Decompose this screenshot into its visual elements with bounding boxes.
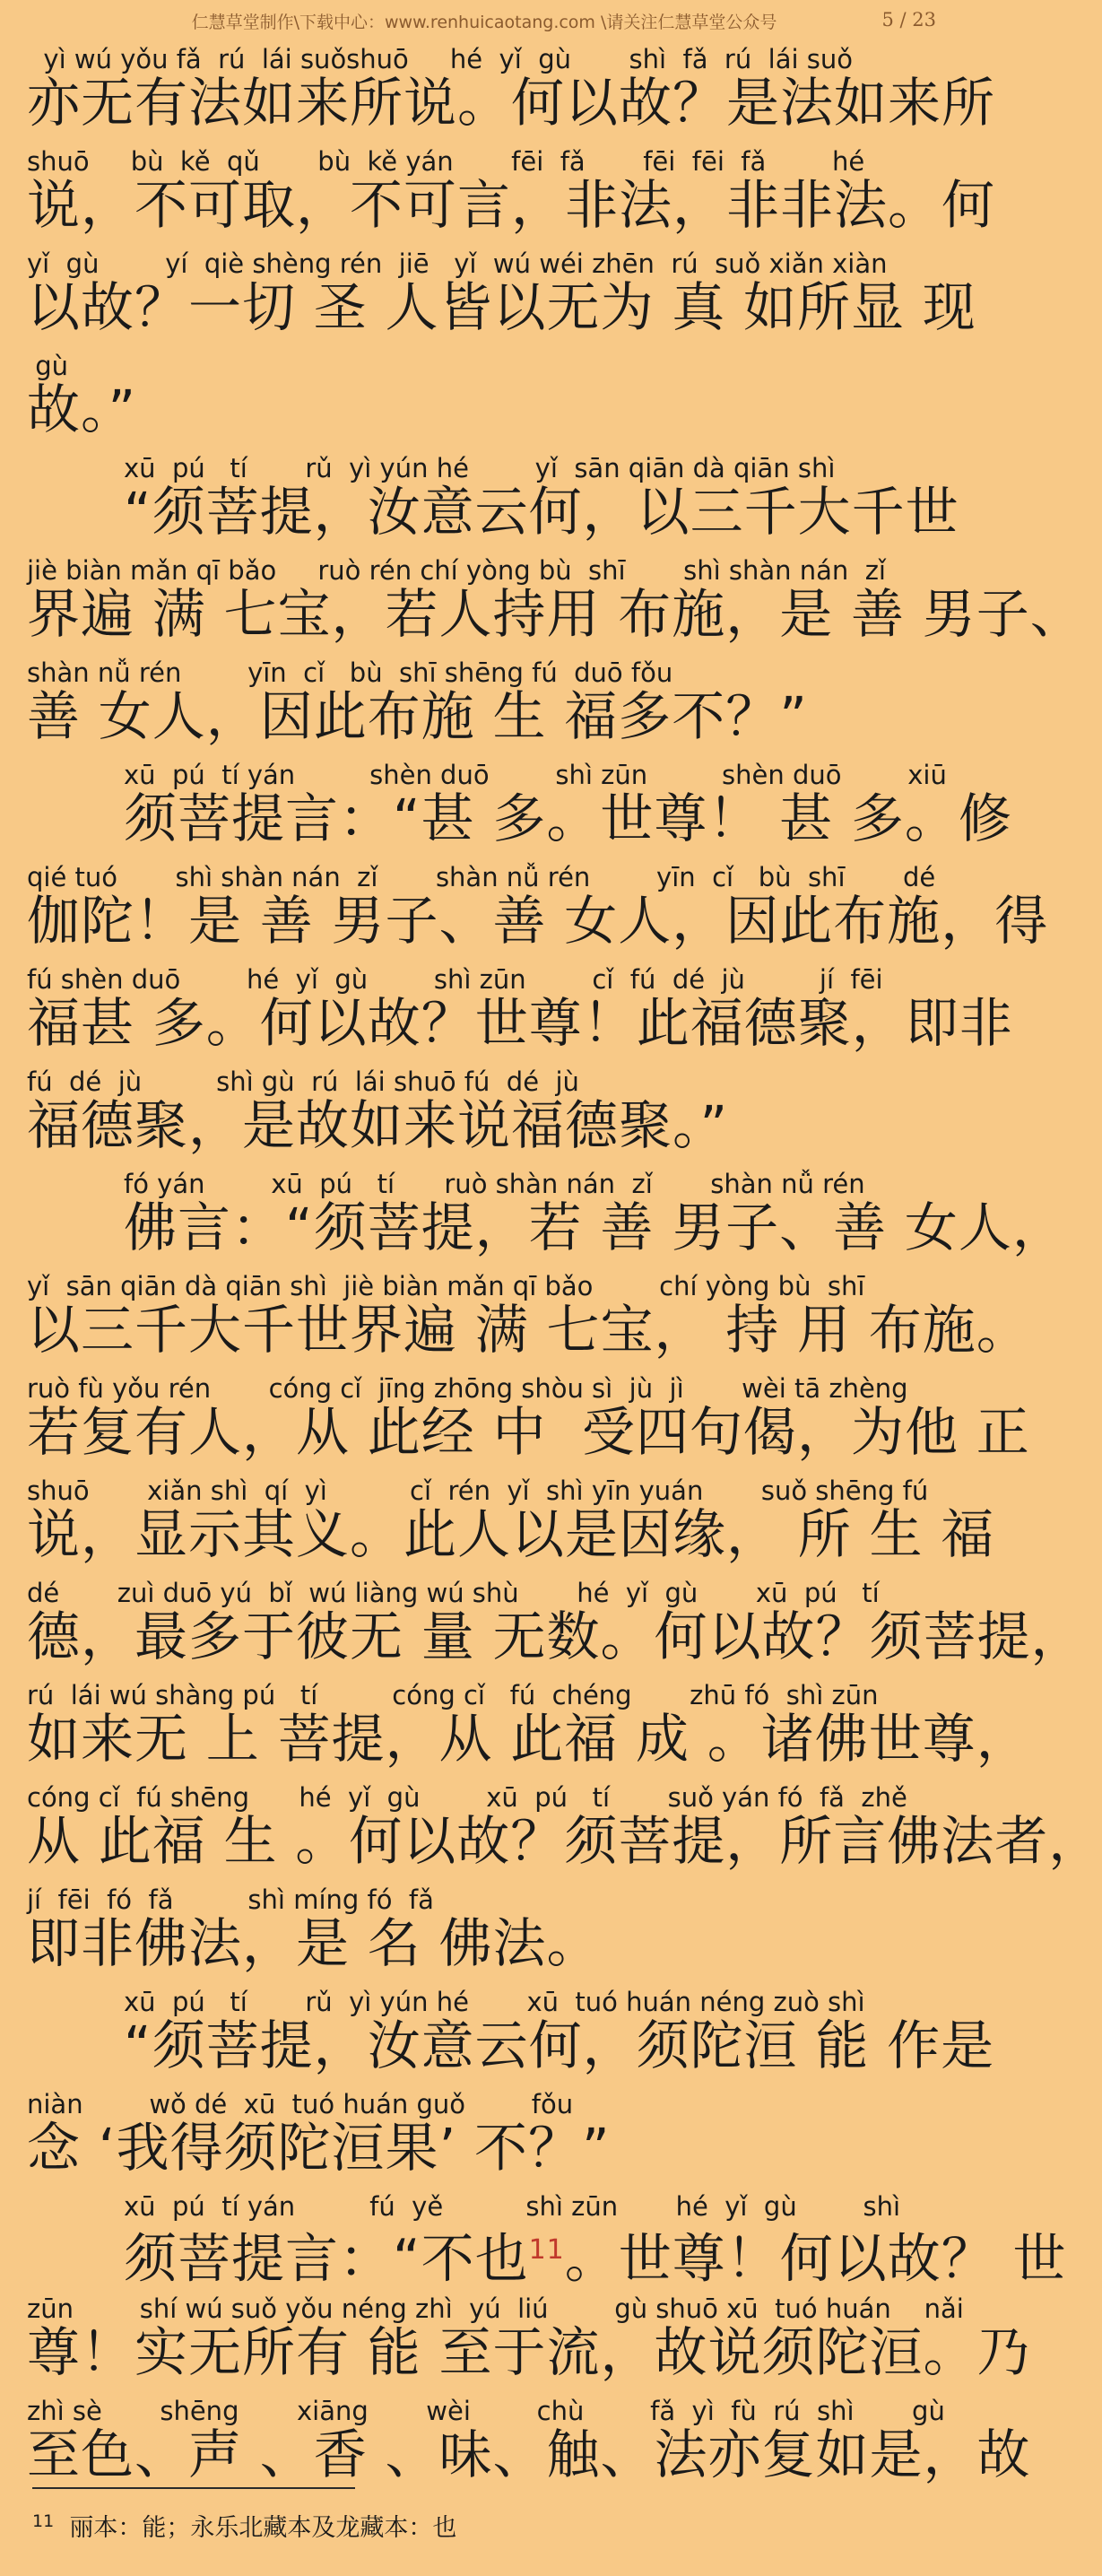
hanzi-line bbox=[27, 174, 995, 237]
footnote-ref[interactable]: 11 bbox=[528, 2234, 565, 2266]
hanzi-line bbox=[27, 992, 1013, 1055]
pinyin-line: dé zuì duō yú bǐ wú liàng wú shù hé yǐ gù xū pú tí bbox=[27, 1578, 880, 1608]
hanzi-line bbox=[27, 379, 136, 441]
pinyin-line: rú lái wú shàng pú tí cóng cǐ fú chéng zhū fó shì zūn bbox=[27, 1680, 879, 1710]
hanzi-text: 福甚 多。何以故？世尊！此福德聚，即非 bbox=[27, 992, 1013, 1054]
hanzi-line bbox=[27, 1810, 1102, 1873]
pinyin-line: yì wú yǒu fǎ rú lái suǒshuō hé yǐ gù shì fǎ rú lái suǒ bbox=[27, 44, 853, 74]
text-line bbox=[27, 1573, 1085, 1675]
hanzi-text: 亦无有法如来所说。何以故？是法如来所 bbox=[27, 72, 996, 134]
text-line bbox=[27, 857, 1049, 960]
pinyin-line: xū pú tí yán shèn duō shì zūn shèn duō xiū bbox=[124, 760, 947, 790]
page-number: 5 / 23 bbox=[881, 9, 936, 30]
hanzi-text: 佛言：“须菩提，若 善 男子、善 女人， bbox=[124, 1197, 1066, 1258]
hanzi-text: 善 女人，因此布施 生 福多不？” bbox=[27, 685, 808, 747]
text-line bbox=[27, 960, 1013, 1062]
text-line bbox=[27, 2187, 1067, 2290]
text-line bbox=[27, 653, 950, 755]
hanzi-text: 以故？一切 圣 人皆以无为 真 如所显 现 bbox=[27, 276, 976, 338]
text-line bbox=[27, 2289, 1031, 2391]
page-header bbox=[0, 0, 968, 39]
pinyin-line: zhì sè shēng xiāng wèi chù fǎ yì fù rú shì gù bbox=[27, 2396, 945, 2426]
pinyin-line: xū pú tí yán fú yě shì zūn hé yǐ gù shì bbox=[124, 2191, 901, 2222]
text-line bbox=[27, 755, 1012, 857]
pinyin-line: yǐ gù yí qiè shèng rén jiē yǐ wú wéi zhēn rú suǒ xiǎn xiàn bbox=[27, 248, 888, 279]
hanzi-text: 念 ‘我得须陀洹果’ 不？” bbox=[27, 2117, 611, 2179]
hanzi-text: 须菩提言：“不也 bbox=[124, 2227, 529, 2290]
hanzi-text: 说，显示其义。此人以是因缘， 所 生 福 bbox=[27, 1503, 995, 1565]
text-line bbox=[27, 1266, 1030, 1369]
hanzi-text: “须菩提，汝意云何，须陀洹 能 作是 bbox=[124, 2015, 995, 2076]
text-line bbox=[27, 551, 1084, 653]
hanzi-text: 尊！实无所有 能 至于流，故说须陀洹。乃 bbox=[27, 2321, 1031, 2383]
pinyin-line: xū pú tí rǔ yì yún hé xū tuó huán néng zuò shì bbox=[124, 1987, 865, 2017]
text-line bbox=[27, 2391, 1031, 2493]
pinyin-line: cóng cǐ fú shēng hé yǐ gù xū pú tí suǒ yán fó fǎ zhě bbox=[27, 1782, 907, 1813]
hanzi-text: 界遍 满 七宝，若人持用 布施，是 善 男子、 bbox=[27, 583, 1084, 645]
hanzi-text-tail: 。世尊！何以故？ 世 bbox=[564, 2227, 1067, 2290]
footnote bbox=[32, 2508, 456, 2543]
pinyin-line: fú dé jù shì gù rú lái shuō fú dé jù bbox=[27, 1066, 579, 1097]
hanzi-line bbox=[27, 2117, 611, 2180]
pinyin-line: yǐ sān qiān dà qiān shì jiè biàn mǎn qī bǎo chí yòng bù shī bbox=[27, 1271, 865, 1301]
hanzi-text: 说，不可取，不可言，非法，非非法。何 bbox=[27, 174, 996, 236]
text-line bbox=[27, 39, 996, 142]
hanzi-text: 如来无 上 菩提，从 此福 成 。诸佛世尊， bbox=[27, 1708, 1030, 1770]
hanzi-line bbox=[27, 1299, 1030, 1362]
hanzi-text: 从 此福 生 。何以故？须菩提，所言佛法者， bbox=[27, 1810, 1102, 1872]
text-line bbox=[27, 1369, 1030, 1471]
pinyin-line: niàn wǒ dé xū tuó huán guǒ fǒu bbox=[27, 2089, 574, 2119]
text-line bbox=[27, 1164, 1066, 1266]
pinyin-line: xū pú tí rǔ yì yún hé yǐ sān qiān dà qiān shì bbox=[124, 453, 836, 483]
text-line bbox=[27, 448, 959, 551]
hanzi-line bbox=[27, 1094, 728, 1157]
hanzi-line bbox=[27, 2424, 1031, 2486]
hanzi-line bbox=[124, 2015, 994, 2077]
pinyin-line: ruò fù yǒu rén cóng cǐ jīng zhōng shòu sì jù jì wèi tā zhèng bbox=[27, 1373, 908, 1404]
hanzi-line bbox=[124, 1197, 1066, 1259]
scripture-text bbox=[27, 39, 1102, 2493]
header-title: 仁慧草堂制作\下载中心：www.renhuicaotang.com \请关注仁慧草堂公众号 bbox=[191, 13, 777, 32]
text-line bbox=[27, 244, 976, 346]
hanzi-text: 故。” bbox=[27, 379, 137, 440]
hanzi-text: “须菩提，汝意云何，以三千大千世 bbox=[124, 481, 959, 543]
text-line bbox=[27, 1778, 1102, 1880]
text-line bbox=[27, 1675, 1030, 1778]
hanzi-text: 若复有人，从 此经 中 受四句偈，为他 正 bbox=[27, 1401, 1030, 1463]
hanzi-text: 须菩提言：“甚 多。世尊！ 甚 多。修 bbox=[124, 788, 1012, 849]
hanzi-line bbox=[124, 481, 959, 544]
hanzi-text: 福德聚，是故如来说福德聚。” bbox=[27, 1094, 729, 1156]
hanzi-line bbox=[27, 1606, 1085, 1668]
hanzi-line bbox=[27, 583, 1084, 646]
pinyin-line: shuō xiǎn shì qí yì cǐ rén yǐ shì yīn yuán suǒ shēng fú bbox=[27, 1475, 929, 1506]
hanzi-line bbox=[124, 788, 1012, 850]
pinyin-line: jí fēi fó fǎ shì míng fó fǎ bbox=[27, 1884, 434, 1915]
pinyin-line: fú shèn duō hé yǐ gù shì zūn cǐ fú dé jù jí fēi bbox=[27, 964, 883, 995]
hanzi-text: 德，最多于彼无 量 无数。何以故？须菩提， bbox=[27, 1606, 1085, 1667]
pinyin-line: shàn nǚ rén yīn cǐ bù shī shēng fú duō fǒu bbox=[27, 657, 673, 688]
text-line bbox=[27, 142, 996, 244]
hanzi-text: 即非佛法，是 名 佛法。 bbox=[27, 1912, 601, 1974]
hanzi-text: 以三千大千世界遍 满 七宝， 持 用 布施。 bbox=[27, 1299, 1030, 1361]
footnote-text: 丽本：能；永乐北藏本及龙藏本：也 bbox=[69, 2514, 457, 2542]
pinyin-line: zūn shí wú suǒ yǒu néng zhì yú liú gù shuō xū tuó huán nǎi bbox=[27, 2293, 964, 2324]
hanzi-line bbox=[27, 72, 995, 135]
footnote-divider bbox=[32, 2487, 355, 2489]
hanzi-line bbox=[124, 2219, 1067, 2291]
text-line bbox=[27, 1471, 995, 1573]
hanzi-line bbox=[27, 1708, 1030, 1771]
hanzi-line bbox=[27, 276, 976, 339]
pinyin-line: fó yán xū pú tí ruò shàn nán zǐ shàn nǚ rén bbox=[124, 1169, 865, 1199]
hanzi-line bbox=[27, 685, 808, 748]
pinyin-line: gù bbox=[27, 351, 69, 381]
text-line bbox=[27, 2084, 950, 2187]
hanzi-line bbox=[27, 1401, 1030, 1464]
hanzi-line bbox=[27, 2321, 1031, 2384]
pinyin-line: qié tuó shì shàn nán zǐ shàn nǚ rén yīn cǐ bù shī dé bbox=[27, 862, 936, 892]
pinyin-line: jiè biàn mǎn qī bǎo ruò rén chí yòng bù shī shì shàn nán zǐ bbox=[27, 555, 886, 586]
hanzi-text: 至色、声 、香 、味、触、法亦复如是，故 bbox=[27, 2424, 1031, 2485]
text-line bbox=[27, 1880, 950, 1982]
text-line bbox=[27, 346, 950, 448]
pinyin-line: shuō bù kě qǔ bù kě yán fēi fǎ fēi fēi fǎ hé bbox=[27, 146, 865, 177]
hanzi-line bbox=[27, 890, 1048, 953]
hanzi-line bbox=[27, 1503, 994, 1566]
hanzi-line bbox=[27, 1912, 601, 1975]
footnote-number: 11 bbox=[32, 2511, 55, 2531]
hanzi-text: 伽陀！是 善 男子、善 女人，因此布施，得 bbox=[27, 890, 1049, 952]
text-line bbox=[27, 1982, 995, 2084]
text-line bbox=[27, 1062, 950, 1164]
